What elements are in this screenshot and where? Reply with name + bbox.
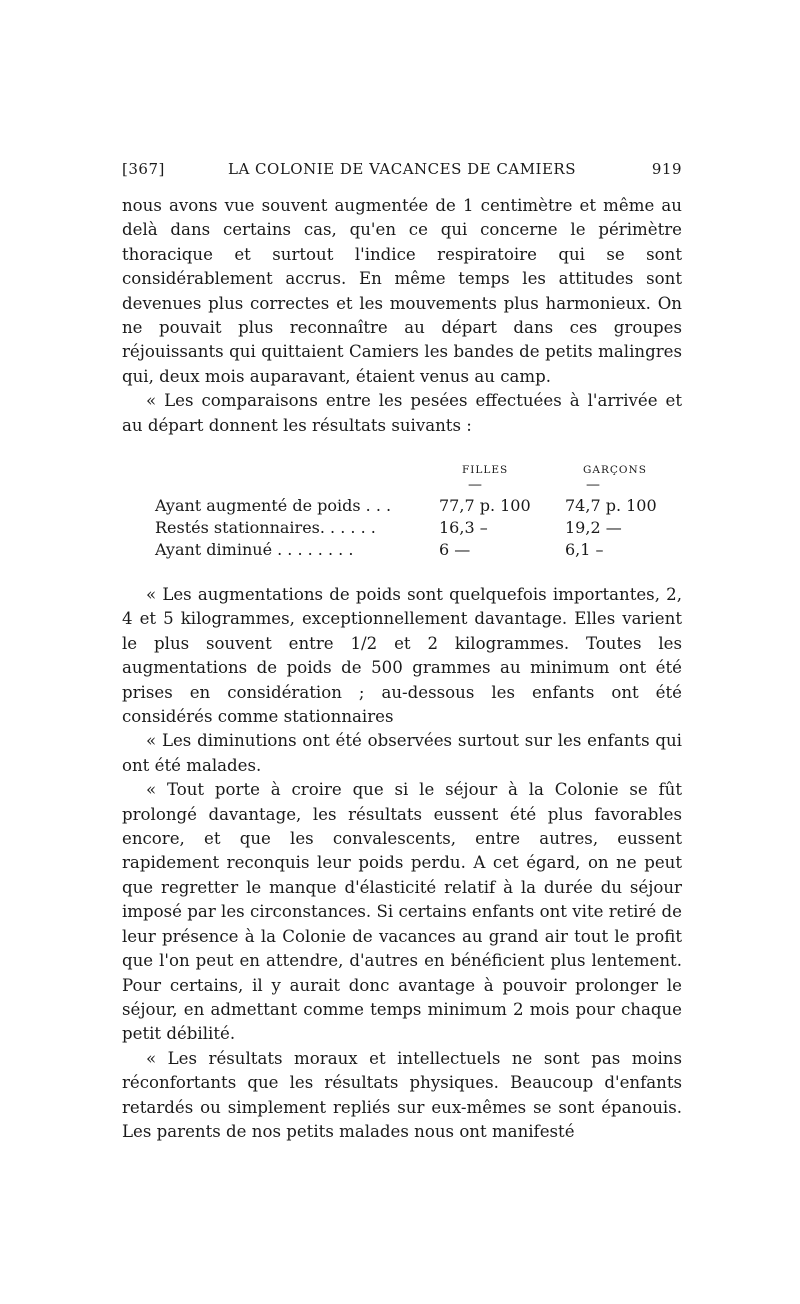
table-row	[155, 540, 675, 562]
paragraph: « Tout porte à croire que si le séjour à la Colonie se fût prolongé davantage, les résultats eussent été plus favorables encore, et que les convalescents, entre autres, eussent rapidement reconquis leur poids perdu. A cet égard, on ne peut que regretter le manque d'élasticité relatif à la durée du séjour imposé par les circonstances. Si certains enfants ont vite retiré de leur présence à la Colonie de vacances au grand air tout le profit que l'on peut en attendre, d'autres en bénéficient plus lentement. Pour certains, il y aurait donc avantage à pouvoir prolonger le séjour, en admettant comme temps minimum 2 mois pour chaque petit débilité.	[122, 780, 682, 1044]
text-block-before-table	[122, 194, 682, 438]
column-header-garcons: GARÇONS	[583, 464, 647, 476]
text-block-after-table	[122, 583, 682, 1144]
row-label: Restés stationnaires. . . . . .	[155, 518, 376, 537]
cell-garcons: 19,2 —	[565, 518, 622, 537]
row-label: Ayant diminué . . . . . . . .	[155, 540, 354, 559]
paragraph: nous avons vue souvent augmentée de 1 centimètre et même au delà dans certains cas, qu'en ce qui concerne le périmètre thoracique et surtout l'indice respiratoire qui se sont considérablement accrus. En même temps les attitudes sont devenues plus correctes et les mouvements plus harmonieux. On ne pouvait plus reconnaître au départ dans ces groupes réjouissants qui quittaient Camiers les bandes de petits malingres qui, deux mois auparavant, étaient venus au camp.	[122, 196, 682, 386]
column-rule: —	[468, 477, 482, 493]
table-row	[155, 496, 675, 518]
paragraph: « Les comparaisons entre les pesées effectuées à l'arrivée et au départ donnent les résultats suivants :	[122, 391, 682, 435]
table-row	[155, 518, 675, 540]
column-header-filles: FILLES	[462, 464, 509, 476]
cell-garcons: 74,7 p. 100	[565, 496, 657, 515]
column-rule: —	[586, 477, 600, 493]
cell-filles: 77,7 p. 100	[439, 496, 531, 515]
paragraph: « Les augmentations de poids sont quelquefois importantes, 2, 4 et 5 kilogrammes, exceptionnellement davantage. Elles varient le plus souvent entre 1/2 et 2 kilogrammes. Toutes les augmentations de poids de 500 grammes au minimum ont été prises en considération ; au-dessous les enfants ont été considérés comme stationnaires	[122, 585, 682, 727]
running-title: LA COLONIE DE VACANCES DE CAMIERS	[227, 160, 577, 178]
cell-garcons: 6,1 –	[565, 540, 604, 559]
cell-filles: 16,3 –	[439, 518, 488, 537]
row-label: Ayant augmenté de poids . . .	[155, 496, 392, 515]
page-reference: [367]	[122, 160, 165, 178]
running-header	[122, 160, 682, 182]
paragraph: « Les résultats moraux et intellectuels ne sont pas moins réconfortants que les résultats physiques. Beaucoup d'enfants retardés ou simplement repliés sur eux-mêmes se sont épanouis. Les parents de nos petits malades nous ont manifesté	[122, 1048, 682, 1141]
paragraph: « Les diminutions ont été observées surtout sur les enfants qui ont été malades.	[122, 731, 682, 775]
page-number: 919	[651, 160, 682, 178]
cell-filles: 6 —	[439, 540, 471, 559]
